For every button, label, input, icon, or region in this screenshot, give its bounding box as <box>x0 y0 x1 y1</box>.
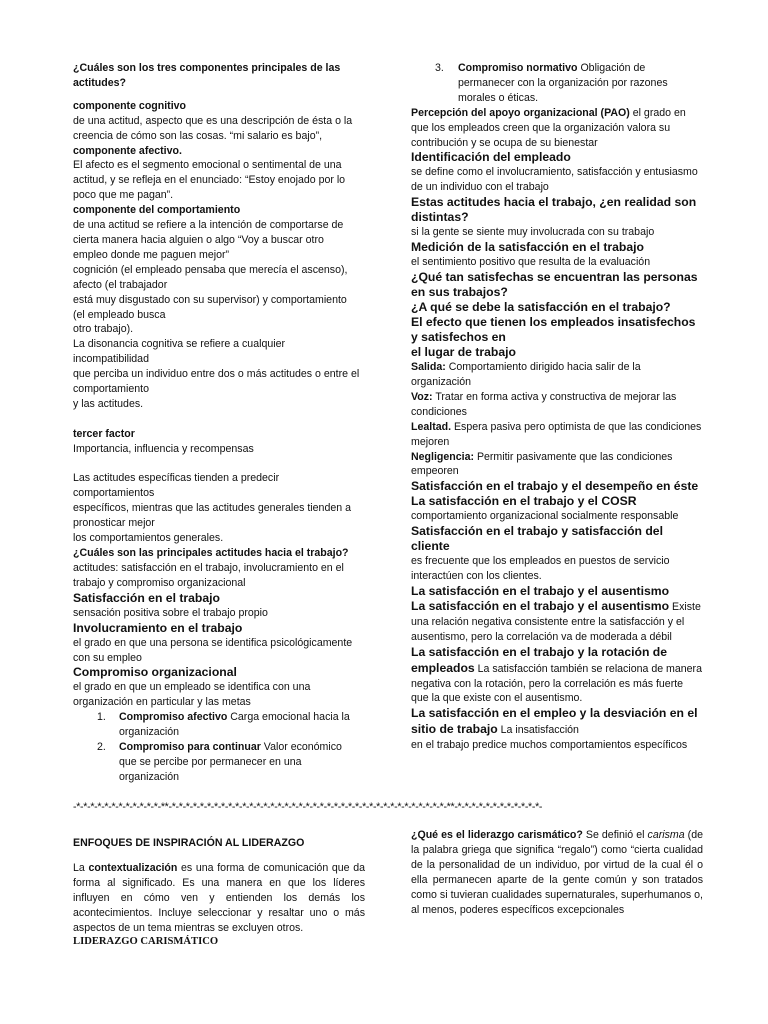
heading-measuring-satisfaction: Medición de la satisfacción en el trabajo <box>411 240 644 255</box>
text-employee-engagement: se define como el involucramiento, satisfacción y entusiasmo de un individuo con el trabajo <box>411 166 698 194</box>
term-contextualization: contextualización <box>88 861 178 874</box>
heading-affective: componente afectivo. <box>73 144 182 157</box>
list-item <box>411 61 703 106</box>
question-charismatic: ¿Qué es el liderazgo carismático? <box>411 829 583 841</box>
section-title: ENFOQUES DE INSPIRACIÓN AL LIDERAZGO <box>73 837 305 849</box>
term-charisma: carisma <box>647 829 685 841</box>
text-measuring-satisfaction: el sentimiento positivo que resulta de la evaluación <box>411 256 651 269</box>
heading-cognitive: componente cognitivo <box>73 99 187 112</box>
heading-absenteeism-2: La satisfacción en el trabajo y el ausentismo <box>411 599 670 614</box>
heading-effect-1: El efecto que tienen los empleados insatisfechos y satisfechos en <box>411 315 696 345</box>
list-item-title: Compromiso normativo <box>458 62 578 74</box>
list-number: 1. <box>97 711 106 724</box>
heading-pao: Percepción del apoyo organizacional (PAO) <box>411 106 630 119</box>
text-dissonance-1: La disonancia cognitiva se refiere a cualquier incompatibilidad <box>73 338 286 366</box>
heading-third-factor: tercer factor <box>73 427 135 440</box>
left-column <box>73 61 361 785</box>
list-item-title: Compromiso para continuar <box>119 741 261 754</box>
heading-turnover: La satisfacción en el trabajo y la rotación de empleados <box>411 644 668 675</box>
heading-employee-engagement: Identificación del empleado <box>411 150 571 165</box>
list-item-text: Carga emocional hacia la organización <box>119 711 350 739</box>
text-job-involvement: el grado en que una persona se identifica psicológicamente con su empleo <box>73 636 353 664</box>
text-exit: Comportamiento dirigido hacia salir de la organización <box>411 361 641 388</box>
heading-performance: Satisfacción en el trabajo y el desempeño en éste <box>411 479 699 494</box>
label-exit: Salida: <box>411 361 446 374</box>
bottom-right-section <box>411 828 703 917</box>
heading-behavioral: componente del comportamiento <box>73 204 241 217</box>
text-cognitive: de una actitud, aspecto que es una descripción de ésta o la creencia de cómo son las cosas. “mi salario es bajo”, <box>73 114 353 142</box>
text-specific-3: los comportamientos generales. <box>73 532 224 545</box>
text-third-factor: Importancia, influencia y recompensas <box>73 442 254 455</box>
text-distinct-attitudes: si la gente se siente muy involucrada con su trabajo <box>411 226 655 239</box>
text-org-commitment: el grado en que un empleado se identifica con una organización en particular y las metas <box>73 681 311 709</box>
text-absenteeism: Existe una relación negativa consistente entre la satisfacción y el ausentismo, pero la correlación va de moderada a débil <box>411 601 701 643</box>
label-loyalty: Lealtad. <box>411 420 452 433</box>
text-fragment: es una forma de comunicación que da forma al significado. Es una manera en que los líderes influyen en cómo ven y entienden los demás los acontecimientos. Incluye seleccionar y resaltar uno o más aspectos de un tema mientras se excluyen otros. <box>73 861 366 934</box>
list-item <box>73 740 361 785</box>
text-affective: El afecto es el segmento emocional o sentimental de una actitud, y se refleja en el enunciado: “Estoy enojado por lo poco que me pagan”. <box>73 159 346 202</box>
label-voice: Voz: <box>411 390 433 403</box>
right-column <box>411 61 703 753</box>
text-behavioral-4: otro trabajo). <box>73 323 134 336</box>
text-behavioral-3: está muy disgustado con su supervisor) y comportamiento (el empleado busca <box>73 293 347 321</box>
text-pao: el grado en que los empleados creen que la organización valora su contribución y se ocupa de su bienestar <box>411 106 686 149</box>
text-job-satisfaction: sensación positiva sobre el trabajo propio <box>73 606 268 619</box>
heading-cosr: La satisfacción en el trabajo y el COSR <box>411 494 637 509</box>
heading-job-involvement: Involucramiento en el trabajo <box>73 620 243 635</box>
commitment-list-continued <box>411 61 703 106</box>
text-specific-1: Las actitudes específicas tienden a predecir comportamientos <box>73 472 280 500</box>
question-causes: ¿A qué se debe la satisfacción en el trabajo? <box>411 300 671 315</box>
text-fragment: La <box>73 861 89 874</box>
heading-job-satisfaction: Satisfacción en el trabajo <box>73 590 220 605</box>
list-item-text: Valor económico que se percibe por permanecer en una organización <box>119 741 342 783</box>
text-cosr: comportamiento organizacional socialmente responsable <box>411 510 679 523</box>
separator-line: -*-*-*-*-*-*-*-*-*-*-*-*-**-*-*-*-*-*-*-*-*-*-*-*-*-*-*-*-*-*-*-*-*-*-*-*-*-*-*-*-*-*-*-*-*-*-*-*-*-*-*-*-**-*-*-*-*-*-*-*-*-*-*-*-*- <box>73 801 543 813</box>
question-how-satisfied: ¿Qué tan satisfechas se encuentran las personas en sus trabajos? <box>411 270 698 300</box>
heading-absenteeism: La satisfacción en el trabajo y el ausentismo <box>411 584 670 599</box>
heading-deviance: La satisfacción en el empleo y la desviación en el sitio de trabajo <box>411 706 698 737</box>
question-work-attitudes: ¿Cuáles son las principales actitudes hacia el trabajo? <box>73 546 349 559</box>
list-item-title: Compromiso afectivo <box>119 711 228 724</box>
list-item-text: Obligación de permanecer con la organización por razones morales o éticas. <box>458 62 668 104</box>
text-dissonance-3: y las actitudes. <box>73 397 144 410</box>
text-fragment: (de la palabra griega que significa “regalo”) como “cierta cualidad de la personalidad de un individuo, por virtud de la cual él o ella permanecen aparte de la gente común y son tratados como si tuvieran cualidades supernaturales, superhumanos o, al menos, poderes específicos excepcionales <box>411 829 703 916</box>
text-deviance-1: La insatisfacción <box>497 724 579 737</box>
bottom-left-section <box>73 836 365 950</box>
heading-org-commitment: Compromiso organizacional <box>73 665 237 680</box>
heading-effect-2: el lugar de trabajo <box>411 345 516 360</box>
list-number: 2. <box>97 741 106 754</box>
heading-customer: Satisfacción en el trabajo y satisfacción del cliente <box>411 524 663 554</box>
subheading-charismatic: LIDERAZGO CARISMÁTICO <box>73 936 219 948</box>
text-deviance-2: en el trabajo predice muchos comportamientos específicos <box>411 739 688 752</box>
text-dissonance-2: que perciba un individuo entre dos o más actitudes o entre el comportamiento <box>73 368 360 396</box>
text-neglect: Permitir pasivamente que las condiciones empeoren <box>411 450 673 478</box>
list-item <box>73 710 361 740</box>
text-behavioral-2: cognición (el empleado pensaba que merecía el ascenso), afecto (el trabajador <box>73 263 348 291</box>
text-specific-2: específicos, mientras que las actitudes generales tienden a pronosticar mejor <box>73 502 351 530</box>
text-turnover: La satisfacción también se relaciona de manera negativa con la rotación, pero la correlación es más fuerte que la que existe con el ausentismo. <box>411 662 702 705</box>
paragraph-charisma <box>411 828 703 917</box>
text-customer: es frecuente que los empleados en puestos de servicio interactúen con los clientes. <box>411 555 670 583</box>
commitment-list <box>73 710 361 785</box>
label-neglect: Negligencia: <box>411 450 474 463</box>
text-voice: Tratar en forma activa y constructiva de mejorar las condiciones <box>411 390 677 418</box>
question-components: ¿Cuáles son los tres componentes principales de las actitudes? <box>73 62 341 89</box>
list-number: 3. <box>435 62 444 74</box>
text-loyalty: Espera pasiva pero optimista de que las condiciones mejoren <box>411 420 702 448</box>
heading-distinct-attitudes: Estas actitudes hacia el trabajo, ¿en realidad son distintas? <box>411 195 697 225</box>
text-behavioral-1: de una actitud se refiere a la intención de comportarse de cierta manera hacia alguien o algo “Voy a buscar otro empleo donde me paguen mejor” <box>73 219 344 261</box>
paragraph-contextualization <box>73 861 365 936</box>
text-fragment: Se definió el <box>582 829 648 841</box>
text-work-attitudes: actitudes: satisfacción en el trabajo, involucramiento en el trabajo y compromiso organizacional <box>73 561 344 589</box>
